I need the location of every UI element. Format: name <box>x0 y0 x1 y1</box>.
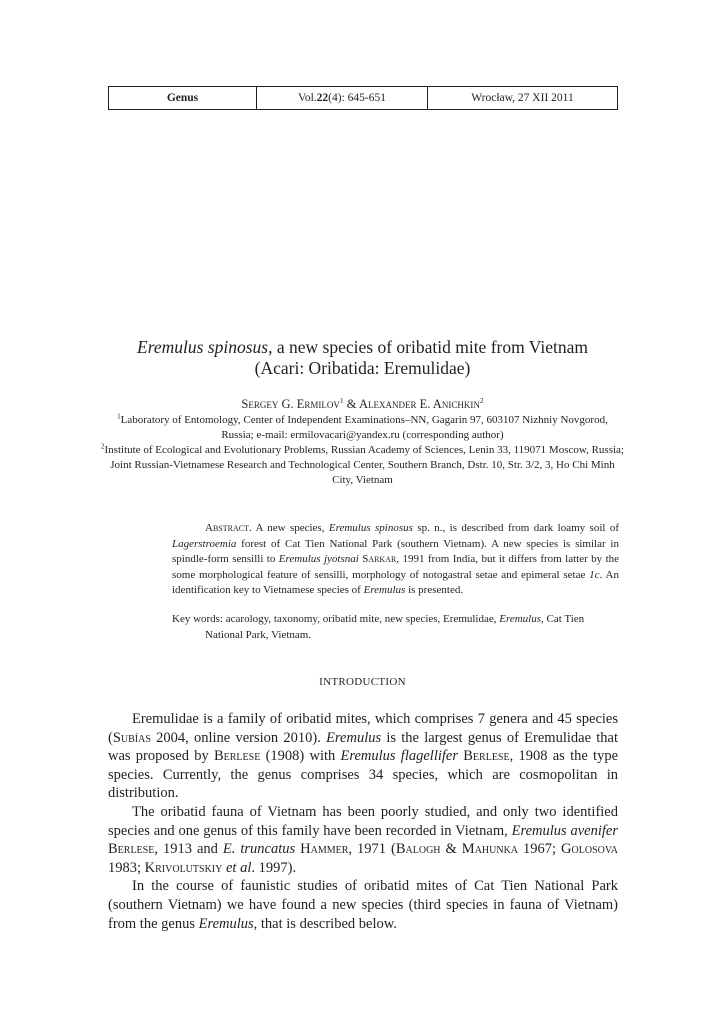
keywords: Key words: acarology, taxonomy, oribatid mite, new species, Eremulidae, Eremulus, Cat Tien National Park, Vietnam. <box>172 613 585 641</box>
section-heading-introduction: INTRODUCTION <box>319 676 406 688</box>
abstract: Abstract. A new species, Eremulus spinosus sp. n., is described from dark loamy soil of Lagerstroemia forest of Cat Tien National Park (southern Vietnam). A new species is similar in spindle-form sensilli to Eremulus jyotsnai Sarkar, 1991 from India, but it differs from latter by the some morphological feature of sensilli, morphology of notogastral setae and epimeral setae 1c. An identification key to Vietnamese species of Eremulus is presented. <box>172 522 620 596</box>
author-2: Alexander E. Anichkin <box>358 397 480 411</box>
volume-number: 22 <box>316 92 329 104</box>
place-date: Wrocław, 27 XII 2011 <box>471 92 574 104</box>
article-title: Eremulus spinosus, a new species of oribatid mite from Vietnam (Acari: Oribatida: Eremulidae) <box>60 337 665 379</box>
paragraph-1: Eremulidae is a family of oribatid mites, which comprises 7 genera and 45 species (Subías 2004, online version 2010). Eremulus is the largest genus of Eremulidae that was proposed by Berlese (1908) with Eremulus flagellifer Berlese, 1908 as the type species. Currently, the genus comprises 34 species, which are cosmopolitan in distribution. <box>108 711 619 802</box>
author-1: Sergey G. Ermilov <box>241 397 340 411</box>
affiliation-1: $^1$Laboratory of Entomology, Center of Independent Examinations–NN, Gagarin 97, 603107 Nizhniy Novgorod, Russia; e-mail: ermilovacari@yandex.ru (corresponding author) <box>117 412 608 441</box>
affiliation-2: $^2$Institute of Ecological and Evolutionary Problems, Russian Academy of Sciences, Lenin 33, 119071 Moscow, Russia; Joint Russian-Vietnamese Research and Technological Center, Southern Branch, Dstr. 10, Str. 3/2, 3, Ho Chi Minh City, Vietnam <box>101 442 624 486</box>
journal-header-box <box>108 86 618 110</box>
paragraph-3: In the course of faunistic studies of oribatid mites of Cat Tien National Park (southern Vietnam) we have found a new species (third species in fauna of Vietnam) from the genus Eremulus, that is described below. <box>108 878 618 932</box>
title-line2: (Acari: Oribatida: Eremulidae) <box>254 358 471 378</box>
introduction-body <box>108 710 618 933</box>
journal-name: Genus <box>109 87 257 109</box>
title-species: Eremulus spinosus <box>137 337 269 357</box>
author-list: Sergey G. Ermilov$^1$ & Alexander E. Anichkin$^2$ <box>241 395 484 411</box>
volume-info: Vol. 22 (4): 645-651 <box>257 87 428 109</box>
abstract-label: Abstract <box>205 522 249 534</box>
paragraph-2: The oribatid fauna of Vietnam has been poorly studied, and only two identified species and one genus of this family have been recorded in Vietnam, Eremulus avenifer Berlese, 1913 and E. truncatus Hammer, 1971 (Balogh & Mahunka 1967; Golosova 1983; Krivolutskiy et al. 1997). <box>108 803 619 876</box>
